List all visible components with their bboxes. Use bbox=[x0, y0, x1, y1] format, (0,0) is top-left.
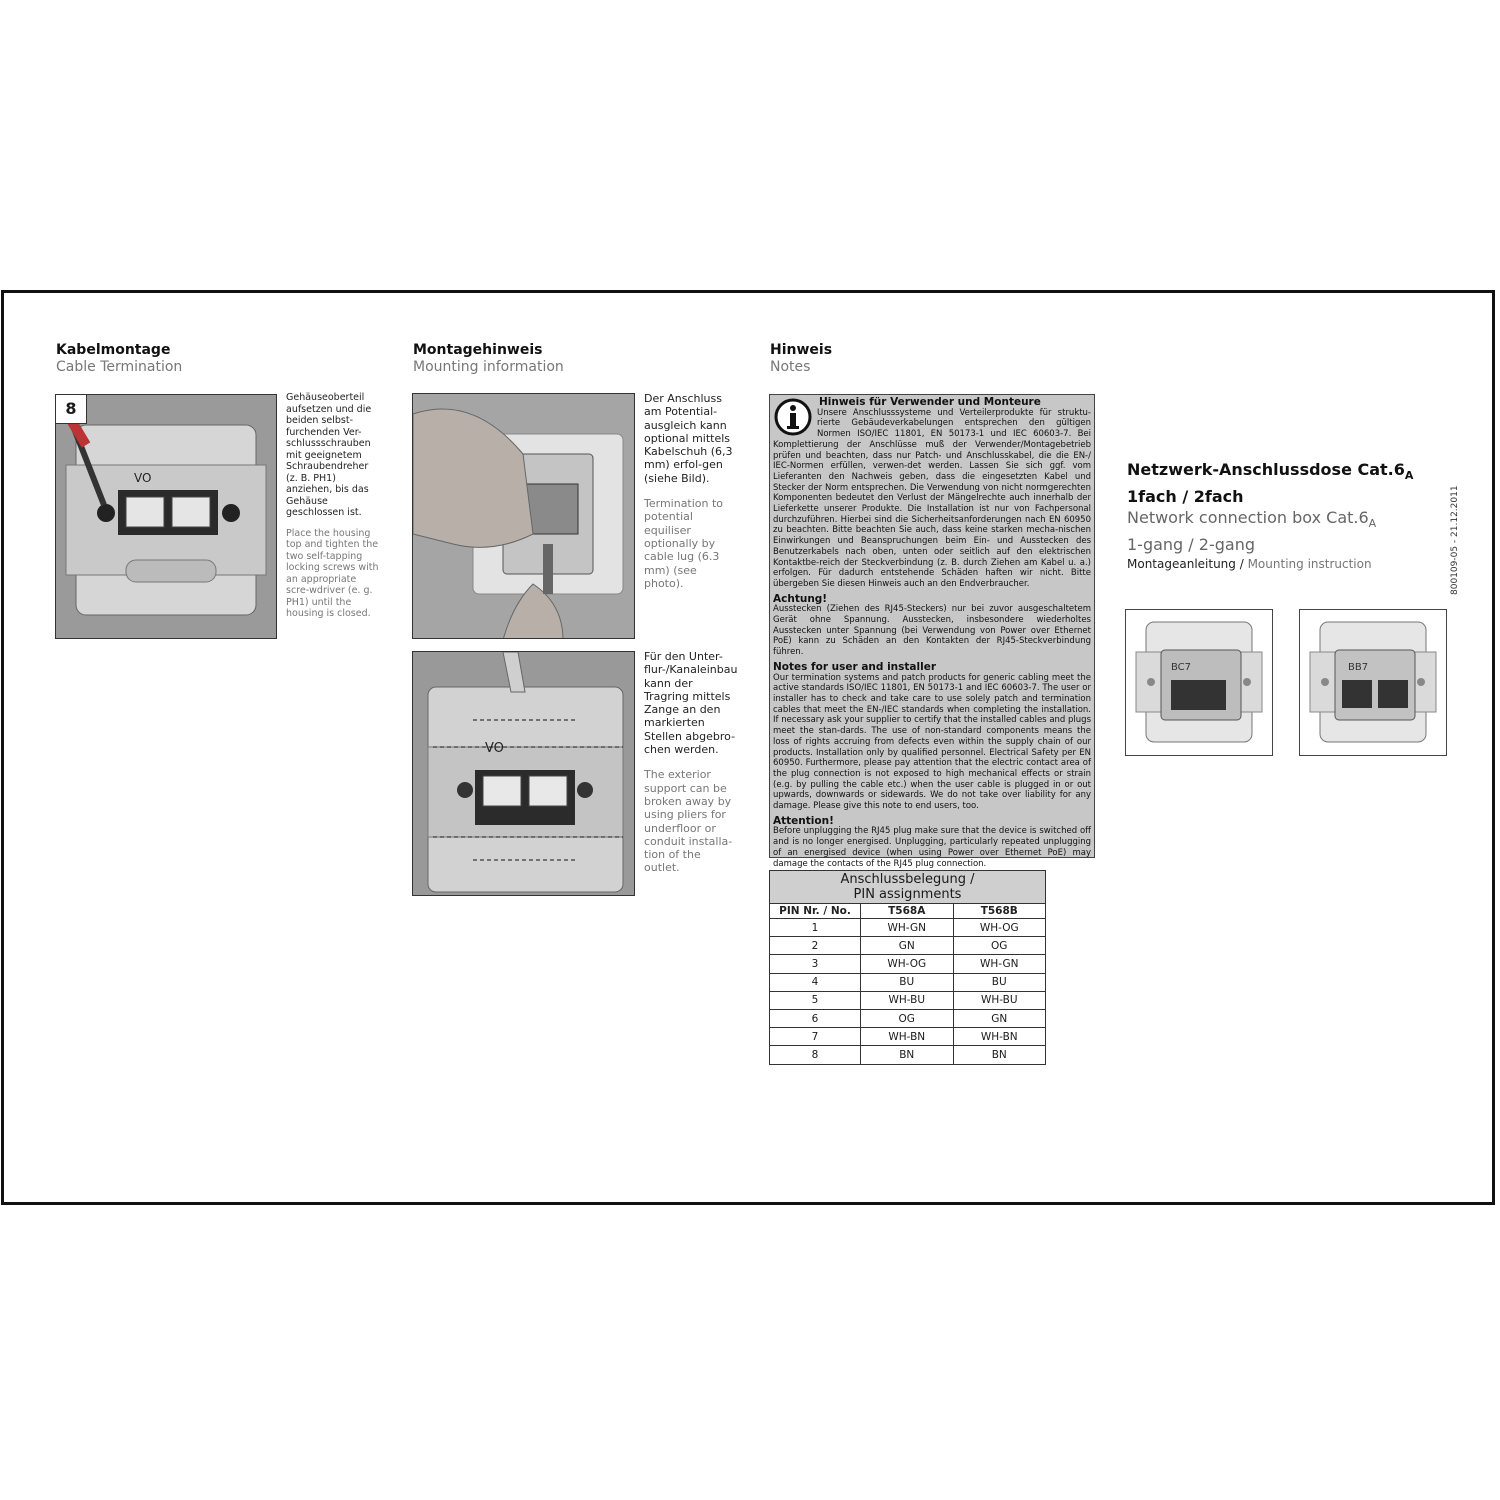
info-icon bbox=[773, 397, 813, 437]
achtung-text: Ausstecken (Ziehen des RJ45-Steckers) nur bei zuvor ausgeschaltetem Gerät ohne Spannung. Ausstecken, insbesondere wiederholtes Ausstecken unter Spannung (bei Verwendung von Power over Ethernet PoE) kann zu Schäden an den Kontakten der RJ45-Steckverbindung führen. bbox=[773, 604, 1091, 658]
table-cell: GN bbox=[953, 1009, 1046, 1027]
text-de: Für den Unter-flur-/Kanaleinbau kann der Tragring mittels Zange an den markierten Stellen abgebro-chen werden. bbox=[644, 650, 738, 757]
heading-de: Hinweis bbox=[770, 342, 833, 358]
table-cell: BN bbox=[861, 1046, 954, 1064]
document-id: 800109-05 - 21.12.2011 bbox=[1450, 485, 1460, 595]
photo-label-vo: VO bbox=[134, 471, 152, 485]
cable-termination-text bbox=[286, 392, 379, 620]
mounting-info-heading bbox=[413, 342, 564, 375]
attention-text: Before unplugging the RJ45 plug make sure that the device is switched off and is no longer energised. Unplugging, particularly repeated unplugging of an energised device (when using Power over Ethernet PoE) may damage the contacts of the RJ45 plug connection. bbox=[773, 826, 1091, 869]
step-number-badge: 8 bbox=[56, 395, 87, 424]
title-en-line2: 1-gang / 2-gang bbox=[1127, 535, 1255, 555]
notes-title-en: Notes for user and installer bbox=[773, 660, 937, 673]
heading-de: Montagehinweis bbox=[413, 342, 543, 358]
table-row bbox=[770, 1009, 1046, 1027]
table-row bbox=[770, 955, 1046, 973]
table-cell: BU bbox=[953, 973, 1046, 991]
cable-termination-heading bbox=[56, 342, 182, 375]
title-de-line2: 1fach / 2fach bbox=[1127, 487, 1244, 507]
text-de: Gehäuseoberteil aufsetzen und die beiden selbst-furchenden Ver-schlussschrauben mit geeignetem Schraubendreher (z. B. PH1) anziehen, bis das Gehäuse geschlossen ist. bbox=[286, 392, 372, 518]
heading-en: Notes bbox=[770, 359, 811, 375]
pin-assignment-table bbox=[769, 870, 1046, 1065]
table-cell: WH-GN bbox=[861, 919, 954, 937]
table-header: PIN Nr. / No. bbox=[770, 904, 861, 919]
title-de-subscript: A bbox=[1404, 469, 1414, 483]
table-cell: BU bbox=[861, 973, 954, 991]
table-cell: WH-BN bbox=[953, 1028, 1046, 1046]
product-label: BB7 bbox=[1348, 662, 1369, 673]
box-text-de: Unsere Anschlusssysteme und Verteilerprodukte für struktu-rierte Gebäudeverkabelungen entsprechen den gültigen Normen ISO/IEC 11801, EN 50173-1 und IEC 60603-7. Bei Komplettierung der Anschlüsse muß der Verwender/Montagebetrieb prüfen und beachten, dass nur Patch- und Anschlusskabel, die die EN-/ IEC-Normen erfüllen, verwen-det werden. Lassen Sie sich ggf. vom Lieferanten den Nachweis geben, dass die eingesetzten Kabel und Stecker der Norm entsprechen. Die Verwendung von nicht normgerechten Komponenten bedeutet den Verlust der Mängelrechte auch innerhalb der Lieferkette unserer Produkte. Die Installation ist nur von Fachpersonal durchzuführen. Hierbei sind die Sicherheitsanforderungen nach EN 60950 zu beachten. Bitte beachten Sie auch, dass keine starken mecha-nischen Einwirkungen und Beanspruchungen beim Ein- und Ausstecken des Benutzerkabels nach oben, unten oder seitlich auf den elektrischen Kontaktbe-reich der Steckverbindung (z. B. durch Ziehen am Kabel u. a.) erfolgen. Für dadurch entstehende Schäden haften wir nicht. Bitte übergeben Sie diesen Hinweis auch an den Endverbraucher. bbox=[773, 407, 1091, 589]
text-en: The exterior support can be broken away by using pliers for underfloor or conduit installa-tion of the outlet. bbox=[644, 768, 733, 875]
photo-label-vo: VO bbox=[485, 741, 504, 756]
title-en-line1 bbox=[1127, 507, 1447, 534]
achtung-title: Achtung! bbox=[773, 592, 828, 605]
subtitle-en: Mounting instruction bbox=[1243, 557, 1372, 572]
heading-en: Mounting information bbox=[413, 359, 564, 375]
table-cell: OG bbox=[953, 937, 1046, 955]
product-title-block bbox=[1127, 459, 1447, 571]
heading-en: Cable Termination bbox=[56, 359, 183, 375]
table-header: T568A bbox=[861, 904, 954, 919]
title-de-line1 bbox=[1127, 459, 1447, 486]
table-cell: BN bbox=[953, 1046, 1046, 1064]
support-ring-photo-graphic bbox=[413, 652, 635, 896]
product-label: BC7 bbox=[1171, 662, 1192, 673]
table-row bbox=[770, 937, 1046, 955]
table-cell: WH-BU bbox=[953, 991, 1046, 1009]
notes-text-en: Our termination systems and patch products for generic cabling meet the active standards ISO/IEC 11801, EN 50173-1 and IEC 60603-7. The user or installer has to check and take care to use solely patch and termination cables that meet the EN-/IEC standards when completing the installation. If necessary ask your supplier to certify that the installed cables and plugs meet the stan-dards. The use of non-standard components means the loss of rights accruing from defects even within the supply chain of our products. Installation only by qualified personnel. Electrical Safety per EN 60950. Furthermore, please pay attention that the electric contact area of the plug connection is not exposed to high mechanical effects or strain (e.g. by pulling the cable etc.) when the user cable is plugged in or out upwards, downwards or sidewards. We do not take over liability for any damage. Please give this note to end users, too. bbox=[773, 672, 1091, 812]
safety-notes-box bbox=[769, 394, 1095, 869]
table-cell: WH-BN bbox=[861, 1028, 954, 1046]
title-en-subscript: A bbox=[1368, 517, 1377, 531]
heading-de: Kabelmontage bbox=[56, 342, 171, 358]
table-row bbox=[770, 1028, 1046, 1046]
text-en: Termination to potential equiliser optionally by cable lug (6.3 mm) (see photo). bbox=[644, 497, 724, 590]
product-1gang-graphic bbox=[1126, 610, 1272, 755]
table-header: T568B bbox=[953, 904, 1046, 919]
support-ring-photo bbox=[412, 651, 635, 896]
table-cell: 1 bbox=[770, 919, 861, 937]
product-photo-1gang bbox=[1125, 609, 1273, 756]
table-cell: 8 bbox=[770, 1046, 861, 1064]
caption-en: PIN assignments bbox=[853, 887, 962, 902]
table-cell: WH-GN bbox=[953, 955, 1046, 973]
table-cell: 4 bbox=[770, 973, 861, 991]
table-cell: OG bbox=[861, 1009, 954, 1027]
notes-heading bbox=[770, 342, 832, 375]
table-cell: WH-OG bbox=[861, 955, 954, 973]
text-en: Place the housing top and tighten the two self-tapping locking screws with an appropriate scre-wdriver (e. g. PH1) until the housing is closed. bbox=[286, 527, 379, 619]
instruction-subtitle bbox=[1127, 557, 1447, 571]
cable-lug-photo-graphic bbox=[413, 394, 635, 639]
cable-lug-photo bbox=[412, 393, 635, 639]
table-cell: 2 bbox=[770, 937, 861, 955]
box-title-de: Hinweis für Verwender und Monteure bbox=[819, 396, 1041, 408]
housing-photo-graphic bbox=[56, 395, 277, 639]
table-caption bbox=[770, 871, 1046, 904]
table-cell: 5 bbox=[770, 991, 861, 1009]
caption-de: Anschlussbelegung / bbox=[840, 872, 975, 887]
cable-termination-photo bbox=[55, 394, 277, 639]
document-sheet bbox=[1, 290, 1495, 1205]
table-cell: WH-OG bbox=[953, 919, 1046, 937]
product-photo-2gang bbox=[1299, 609, 1447, 756]
table-row bbox=[770, 1046, 1046, 1064]
support-ring-text bbox=[644, 650, 739, 875]
text-de: Der Anschluss am Potential-ausgleich kann optional mittels Kabelschuh (6,3 mm) erfol-gen (siehe Bild). bbox=[644, 392, 733, 485]
attention-title: Attention! bbox=[773, 814, 834, 827]
subtitle-de: Montageanleitung / bbox=[1127, 557, 1244, 572]
table-row bbox=[770, 919, 1046, 937]
cable-lug-text bbox=[644, 392, 739, 590]
title-de-text: Netzwerk-Anschlussdose Cat.6 bbox=[1127, 460, 1405, 479]
table-row bbox=[770, 991, 1046, 1009]
table-cell: 6 bbox=[770, 1009, 861, 1027]
title-en-text: Network connection box Cat.6 bbox=[1127, 508, 1369, 528]
table-cell: WH-BU bbox=[861, 991, 954, 1009]
product-2gang-graphic bbox=[1300, 610, 1446, 755]
table-cell: 7 bbox=[770, 1028, 861, 1046]
table-row bbox=[770, 973, 1046, 991]
table-cell: GN bbox=[861, 937, 954, 955]
table-cell: 3 bbox=[770, 955, 861, 973]
